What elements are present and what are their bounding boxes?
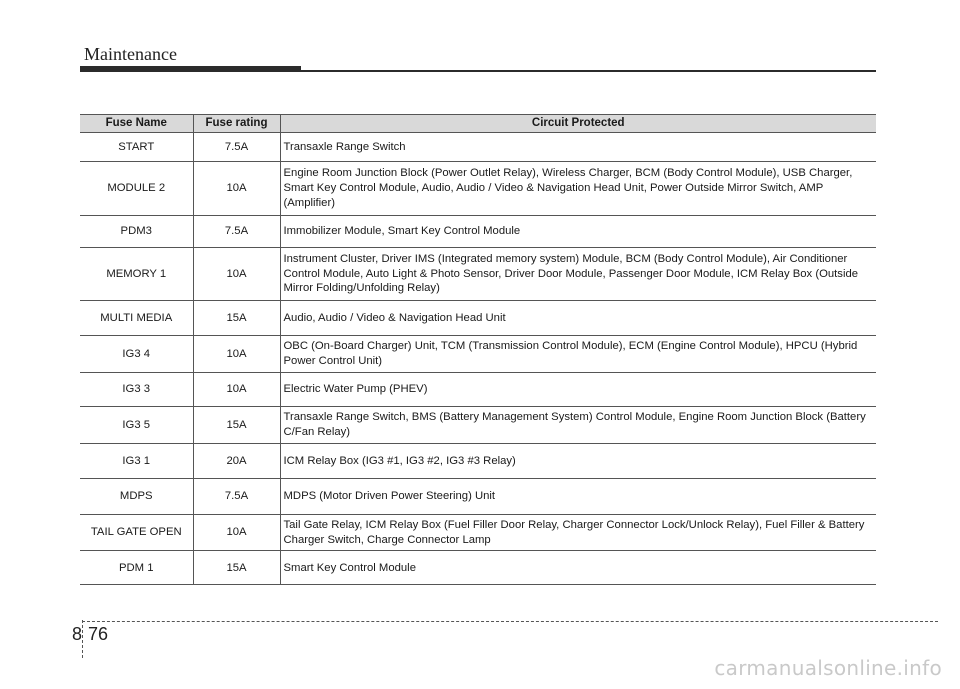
fuse-rating-cell: 7.5A [193, 133, 280, 162]
fuse-name-cell: TAIL GATE OPEN [80, 515, 193, 551]
fuse-name-cell: IG3 4 [80, 336, 193, 373]
fuse-rating-cell: 15A [193, 407, 280, 444]
footer-dashed-rule [82, 621, 938, 622]
fuse-rating-cell: 10A [193, 248, 280, 301]
fuse-name-cell: MULTI MEDIA [80, 301, 193, 336]
page-number-divider [82, 620, 83, 658]
page-section-title: Maintenance [84, 44, 177, 64]
header-rule-thin [301, 70, 876, 72]
fuse-rating-cell: 10A [193, 373, 280, 407]
fuse-rating-cell: 20A [193, 444, 280, 479]
circuit-protected-cell: Smart Key Control Module [280, 551, 876, 585]
fuse-name-cell: PDM 1 [80, 551, 193, 585]
circuit-protected-cell: Transaxle Range Switch, BMS (Battery Management System) Control Module, Engine Room Junction Block (Battery C/Fan Relay) [280, 407, 876, 444]
fuse-name-cell: MEMORY 1 [80, 248, 193, 301]
watermark-text: carmanualsonline.info [714, 656, 942, 680]
fuse-name-cell: IG3 3 [80, 373, 193, 407]
fuse-name-cell: IG3 1 [80, 444, 193, 479]
circuit-protected-cell: ICM Relay Box (IG3 #1, IG3 #2, IG3 #3 Relay) [280, 444, 876, 479]
table-row [80, 515, 876, 551]
column-header-fuse-name: Fuse Name [80, 115, 193, 133]
circuit-protected-cell: Tail Gate Relay, ICM Relay Box (Fuel Filler Door Relay, Charger Connector Lock/Unlock Relay), Fuel Filler & Battery Charger Switch, Charge Connector Lamp [280, 515, 876, 551]
table-row [80, 216, 876, 248]
fuse-table [80, 114, 876, 585]
fuse-rating-cell: 15A [193, 301, 280, 336]
column-header-fuse-rating: Fuse rating [193, 115, 280, 133]
circuit-protected-cell: Instrument Cluster, Driver IMS (Integrated memory system) Module, BCM (Body Control Module), Air Conditioner Control Module, Auto Light & Photo Sensor, Driver Door Module, Passenger Door Module, ICM Relay Box (Outside Mirror Folding/Unfolding Relay) [280, 248, 876, 301]
page-number: 76 [88, 624, 109, 644]
fuse-rating-cell: 7.5A [193, 216, 280, 248]
table-row [80, 248, 876, 301]
fuse-rating-cell: 7.5A [193, 479, 280, 515]
fuse-name-cell: MDPS [80, 479, 193, 515]
circuit-protected-cell: OBC (On-Board Charger) Unit, TCM (Transmission Control Module), ECM (Engine Control Module), HPCU (Hybrid Power Control Unit) [280, 336, 876, 373]
table-row [80, 301, 876, 336]
table-row [80, 407, 876, 444]
fuse-name-cell: IG3 5 [80, 407, 193, 444]
section-number: 8 [72, 624, 83, 644]
fuse-rating-cell: 10A [193, 162, 280, 216]
column-header-circuit-protected: Circuit Protected [280, 115, 876, 133]
table-row [80, 373, 876, 407]
table-row [80, 336, 876, 373]
header-rule-thick [80, 66, 301, 72]
table-header-row [80, 115, 876, 133]
table-row [80, 162, 876, 216]
fuse-name-cell: START [80, 133, 193, 162]
circuit-protected-cell: Transaxle Range Switch [280, 133, 876, 162]
table-row [80, 479, 876, 515]
table-row [80, 551, 876, 585]
circuit-protected-cell: Electric Water Pump (PHEV) [280, 373, 876, 407]
fuse-name-cell: PDM3 [80, 216, 193, 248]
circuit-protected-cell: Audio, Audio / Video & Navigation Head Unit [280, 301, 876, 336]
fuse-name-cell: MODULE 2 [80, 162, 193, 216]
circuit-protected-cell: Immobilizer Module, Smart Key Control Module [280, 216, 876, 248]
table-row [80, 444, 876, 479]
fuse-rating-cell: 10A [193, 336, 280, 373]
fuse-rating-cell: 15A [193, 551, 280, 585]
table-row [80, 133, 876, 162]
circuit-protected-cell: Engine Room Junction Block (Power Outlet Relay), Wireless Charger, BCM (Body Control Module), USB Charger, Smart Key Control Module, Audio, Audio / Video & Navigation Head Unit, Power Outside Mirror Switch, AMP (Amplifier) [280, 162, 876, 216]
fuse-rating-cell: 10A [193, 515, 280, 551]
circuit-protected-cell: MDPS (Motor Driven Power Steering) Unit [280, 479, 876, 515]
